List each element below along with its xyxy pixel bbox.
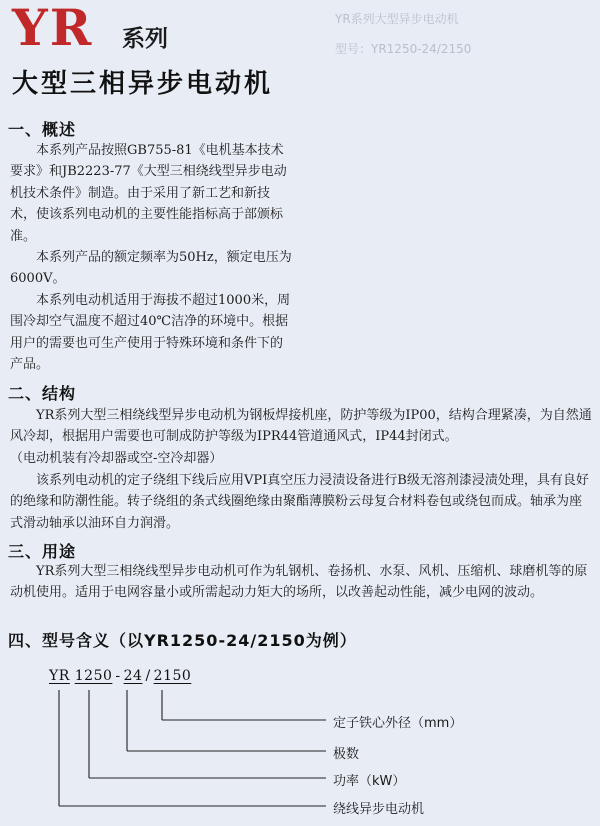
- model-poles: 24: [123, 668, 143, 684]
- overview-paragraph: 本系列产品按照GB755-81《电机基本技术要求》和JB2223-77《大型三相绕线型异步电动机技术条件》制造。由于采用了新工艺和新技术，使该系列电动机的主要性能指标高于部颁标准。: [10, 143, 287, 244]
- model-separator: -: [115, 668, 121, 684]
- overview-paragraph: 本系列产品的额定频率为50Hz，额定电压为6000V。: [10, 250, 292, 287]
- model-prefix: YR: [49, 668, 70, 684]
- section-heading-overview: 一、概述: [8, 120, 77, 139]
- model-separator: /: [145, 668, 151, 684]
- section-heading-usage: 三、用途: [8, 542, 77, 561]
- overview-paragraph: 本系列电动机适用于海拔不超过1000米，周围冷却空气温度不超过40℃洁净的环境中。根据用户的需要也可生产使用于特殊环境和条件下的产品。: [10, 293, 291, 373]
- legend-power: 功率（kW）: [333, 774, 406, 789]
- structure-note: （电动机装有冷却器或空-空冷却器）: [10, 451, 223, 466]
- model-power: 1250: [74, 668, 113, 684]
- legend-diameter: 定子铁心外径（mm）: [333, 716, 463, 731]
- structure-paragraph: 该系列电动机的定子绕组下线后应用VPI真空压力浸渍设备进行B级无溶剂漆浸渍处理，具有良好的绝缘和防潮性能。转子绕组的条式线圈绝缘由聚酯薄膜粉云母复合材料卷包或绕包而成。轴承为座式滑动轴承以油环自力润滑。: [10, 473, 589, 531]
- section-heading-model: 四、型号含义（以YR1250-24/2150为例）: [8, 631, 357, 650]
- brand-series: 系列: [122, 26, 168, 52]
- structure-paragraph: YR系列大型三相绕线型异步电动机为钢板焊接机座，防护等级为IP00，结构合理紧凑，为自然通风冷却，根据用户需要也可制成防护等级为IPR44管道通风式，IP44封闭式。: [10, 408, 592, 445]
- brand-code: YR: [12, 0, 94, 57]
- model-diameter: 2150: [153, 668, 192, 684]
- legend-motor-type: 绕线异步电动机: [333, 802, 425, 817]
- page-title: 大型三相异步电动机: [12, 69, 274, 99]
- bleed-through-text: 型号：YR1250-24/2150: [335, 42, 472, 56]
- bleed-through-text: YR系列大型异步电动机: [335, 12, 459, 26]
- usage-paragraph: YR系列大型三相绕线型异步电动机可作为轧钢机、卷扬机、水泵、风机、压缩机、球磨机等的原动机使用。适用于电网容量小或所需起动力矩大的场所，以改善起动性能，减少电网的波动。: [10, 564, 588, 601]
- section-heading-structure: 二、结构: [8, 384, 77, 403]
- legend-poles: 极数: [333, 747, 360, 762]
- model-code: [49, 668, 191, 684]
